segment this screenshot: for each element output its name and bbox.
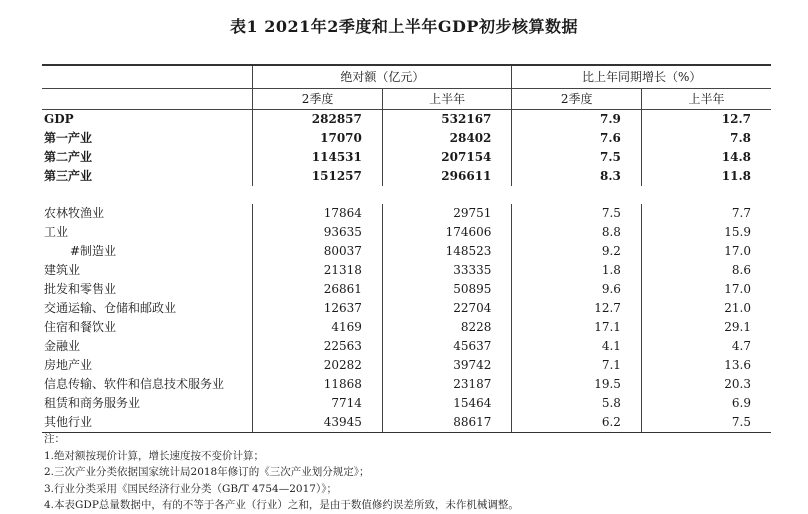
cell-h1-growth: 12.7 — [641, 110, 771, 130]
row-label: #制造业 — [70, 244, 117, 258]
header-row-groups — [42, 65, 771, 89]
table-title: 表1 2021年2季度和上半年GDP初步核算数据 — [230, 17, 578, 36]
cell-q2-growth: 7.9 — [512, 110, 642, 130]
table-row — [42, 148, 771, 167]
table-row — [42, 318, 771, 337]
cell-h1-abs: 15464 — [382, 394, 512, 413]
cell-h1-abs: 28402 — [382, 129, 512, 148]
table-row — [42, 223, 771, 242]
note-1: 1.绝对额按现价计算，增长速度按不变价计算； — [44, 449, 265, 462]
cell-q2-abs: 20282 — [253, 356, 383, 375]
table-row — [42, 299, 771, 318]
row-label: 建筑业 — [44, 263, 81, 277]
cell-q2-growth: 6.2 — [512, 413, 642, 433]
cell-h1-abs: 148523 — [382, 242, 512, 261]
header-row-periods — [42, 89, 771, 110]
cell-h1-abs: 50895 — [382, 280, 512, 299]
cell-h1-growth: 11.8 — [641, 167, 771, 186]
table-row — [42, 413, 771, 433]
header-h1-abs: 上半年 — [382, 89, 512, 110]
cell-h1-abs: 174606 — [382, 223, 512, 242]
cell-h1-growth: 21.0 — [641, 299, 771, 318]
table-row — [42, 261, 771, 280]
cell-h1-growth: 7.7 — [641, 204, 771, 223]
cell-h1-abs: 296611 — [382, 167, 512, 186]
cell-h1-growth: 14.8 — [641, 148, 771, 167]
cell-q2-growth: 1.8 — [512, 261, 642, 280]
table-row — [42, 375, 771, 394]
row-label: 住宿和餐饮业 — [44, 320, 117, 334]
row-label: GDP — [44, 112, 74, 126]
header-h1-growth: 上半年 — [641, 89, 771, 110]
row-label: 批发和零售业 — [44, 282, 117, 296]
cell-q2-abs: 4169 — [253, 318, 383, 337]
cell-h1-abs: 39742 — [382, 356, 512, 375]
cell-q2-abs: 11868 — [253, 375, 383, 394]
table-row — [42, 242, 771, 261]
cell-q2-abs: 43945 — [253, 413, 383, 433]
table-row — [42, 204, 771, 223]
notes — [44, 431, 784, 514]
row-label: 房地产业 — [44, 358, 93, 372]
header-blank-2 — [42, 89, 253, 110]
cell-h1-growth: 17.0 — [641, 242, 771, 261]
cell-q2-growth: 7.1 — [512, 356, 642, 375]
cell-q2-abs: 282857 — [253, 110, 383, 130]
cell-h1-growth: 7.8 — [641, 129, 771, 148]
cell-h1-abs: 45637 — [382, 337, 512, 356]
cell-h1-abs: 23187 — [382, 375, 512, 394]
header-absolute-value: 绝对额（亿元） — [253, 65, 512, 89]
cell-h1-growth: 17.0 — [641, 280, 771, 299]
note-3: 3.行业分类采用《国民经济行业分类（GB/T 4754—2017）》； — [44, 482, 337, 495]
cell-q2-abs: 151257 — [253, 167, 383, 186]
row-label: 租赁和商务服务业 — [44, 396, 141, 410]
cell-h1-growth: 29.1 — [641, 318, 771, 337]
table-row — [42, 394, 771, 413]
cell-q2-growth: 9.6 — [512, 280, 642, 299]
cell-h1-growth: 4.7 — [641, 337, 771, 356]
cell-q2-abs: 80037 — [253, 242, 383, 261]
cell-h1-abs: 8228 — [382, 318, 512, 337]
cell-q2-abs: 7714 — [253, 394, 383, 413]
cell-q2-growth: 5.8 — [512, 394, 642, 413]
table-row — [42, 337, 771, 356]
cell-h1-growth: 7.5 — [641, 413, 771, 433]
cell-q2-growth: 4.1 — [512, 337, 642, 356]
cell-q2-abs: 22563 — [253, 337, 383, 356]
row-label: 金融业 — [44, 339, 81, 353]
note-heading: 注： — [44, 433, 65, 445]
cell-q2-abs: 93635 — [253, 223, 383, 242]
cell-h1-growth: 6.9 — [641, 394, 771, 413]
cell-h1-growth: 15.9 — [641, 223, 771, 242]
cell-q2-abs: 114531 — [253, 148, 383, 167]
row-label: 农林牧渔业 — [44, 206, 105, 220]
cell-q2-abs: 12637 — [253, 299, 383, 318]
cell-h1-growth: 20.3 — [641, 375, 771, 394]
table-row — [42, 129, 771, 148]
cell-q2-growth: 9.2 — [512, 242, 642, 261]
cell-h1-growth: 8.6 — [641, 261, 771, 280]
cell-q2-abs: 17070 — [253, 129, 383, 148]
cell-h1-abs: 33335 — [382, 261, 512, 280]
cell-q2-growth: 8.8 — [512, 223, 642, 242]
row-label: 信息传输、软件和信息技术服务业 — [44, 377, 225, 391]
header-q2-growth: 2季度 — [512, 89, 642, 110]
cell-h1-abs: 22704 — [382, 299, 512, 318]
cell-h1-growth: 13.6 — [641, 356, 771, 375]
note-4: 4.本表GDP总量数据中，有的不等于各产业（行业）之和，是由于数值修约误差所致，未作机械调整。 — [44, 499, 519, 511]
note-2: 2.三次产业分类依据国家统计局2018年修订的《三次产业划分规定》； — [44, 466, 370, 478]
cell-h1-abs: 88617 — [382, 413, 512, 433]
cell-q2-growth: 19.5 — [512, 375, 642, 394]
cell-q2-abs: 21318 — [253, 261, 383, 280]
cell-q2-growth: 17.1 — [512, 318, 642, 337]
cell-h1-abs: 29751 — [382, 204, 512, 223]
header-blank — [42, 65, 253, 89]
cell-h1-abs: 207154 — [382, 148, 512, 167]
row-label: 第三产业 — [44, 169, 93, 183]
header-growth: 比上年同期增长（%） — [512, 65, 771, 89]
cell-q2-growth: 7.5 — [512, 148, 642, 167]
spacer-row — [42, 186, 771, 204]
cell-q2-abs: 26861 — [253, 280, 383, 299]
cell-q2-abs: 17864 — [253, 204, 383, 223]
table-row — [42, 167, 771, 186]
cell-h1-abs: 532167 — [382, 110, 512, 130]
table-row — [42, 356, 771, 375]
row-label: 工业 — [44, 225, 69, 239]
row-label: 其他行业 — [42, 413, 253, 433]
row-label: 第二产业 — [44, 150, 93, 164]
cell-q2-growth: 8.3 — [512, 167, 642, 186]
row-label: 交通运输、仓储和邮政业 — [44, 301, 177, 315]
cell-q2-growth: 12.7 — [512, 299, 642, 318]
header-q2-abs: 2季度 — [253, 89, 383, 110]
row-label: 第一产业 — [44, 131, 93, 145]
table-row — [42, 110, 771, 130]
gdp-table — [42, 64, 771, 433]
cell-q2-growth: 7.6 — [512, 129, 642, 148]
table-row — [42, 280, 771, 299]
cell-q2-growth: 7.5 — [512, 204, 642, 223]
